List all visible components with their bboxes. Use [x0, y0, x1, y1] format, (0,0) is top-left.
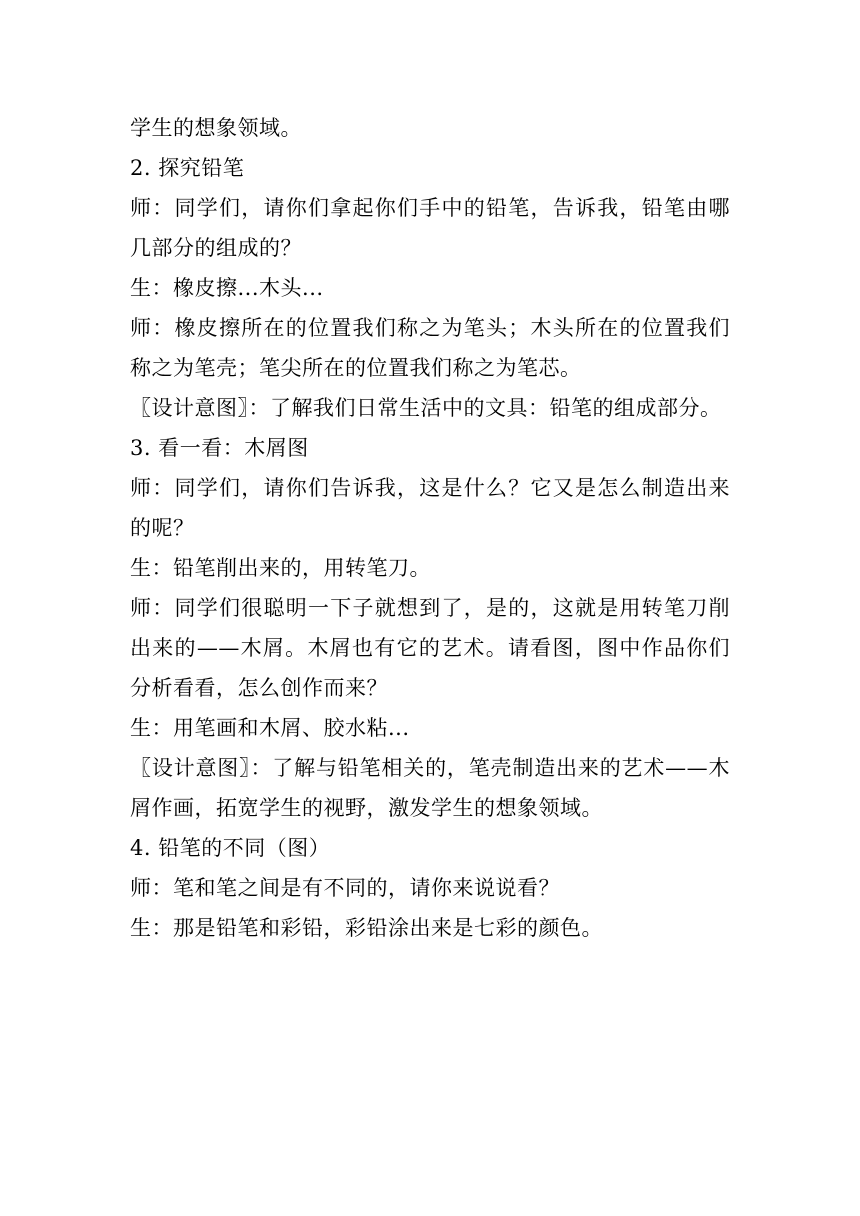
paragraph-continuation: 学生的想象领域。: [130, 116, 302, 140]
student-line: 生：橡皮擦...木头...: [130, 276, 324, 300]
student-line: 生：铅笔削出来的，用转笔刀。: [130, 556, 431, 580]
teacher-line: 师：同学们很聪明一下子就想到了，是的，这就是用转笔刀削出来的——木屑。木屑也有它的艺术。请看图，图中作品你们分析看看，怎么创作而来？: [130, 596, 730, 700]
document-page: [130, 108, 730, 948]
teacher-line: 师：同学们，请你们拿起你们手中的铅笔，告诉我，铅笔由哪几部分的组成的？: [130, 196, 730, 260]
section-heading-pencil-differences: 4. 铅笔的不同（图）: [130, 836, 331, 860]
design-intent: 〖设计意图〗：了解与铅笔相关的，笔壳制造出来的艺术——木屑作画，拓宽学生的视野，激发学生的想象领域。: [130, 756, 730, 820]
student-line: 生：那是铅笔和彩铅，彩铅涂出来是七彩的颜色。: [130, 916, 603, 940]
section-heading-wood-shavings: 3. 看一看：木屑图: [130, 436, 309, 460]
design-intent: 〖设计意图〗：了解我们日常生活中的文具：铅笔的组成部分。: [130, 396, 722, 420]
student-line: 生：用笔画和木屑、胶水粘...: [130, 716, 410, 740]
teacher-line: 师：橡皮擦所在的位置我们称之为笔头；木头所在的位置我们称之为笔壳；笔尖所在的位置我们称之为笔芯。: [130, 316, 730, 380]
section-heading-explore-pencil: 2. 探究铅笔: [130, 156, 245, 180]
teacher-line: 师：笔和笔之间是有不同的，请你来说说看？: [130, 876, 560, 900]
teacher-line: 师：同学们，请你们告诉我，这是什么？它又是怎么制造出来的呢？: [130, 476, 730, 540]
